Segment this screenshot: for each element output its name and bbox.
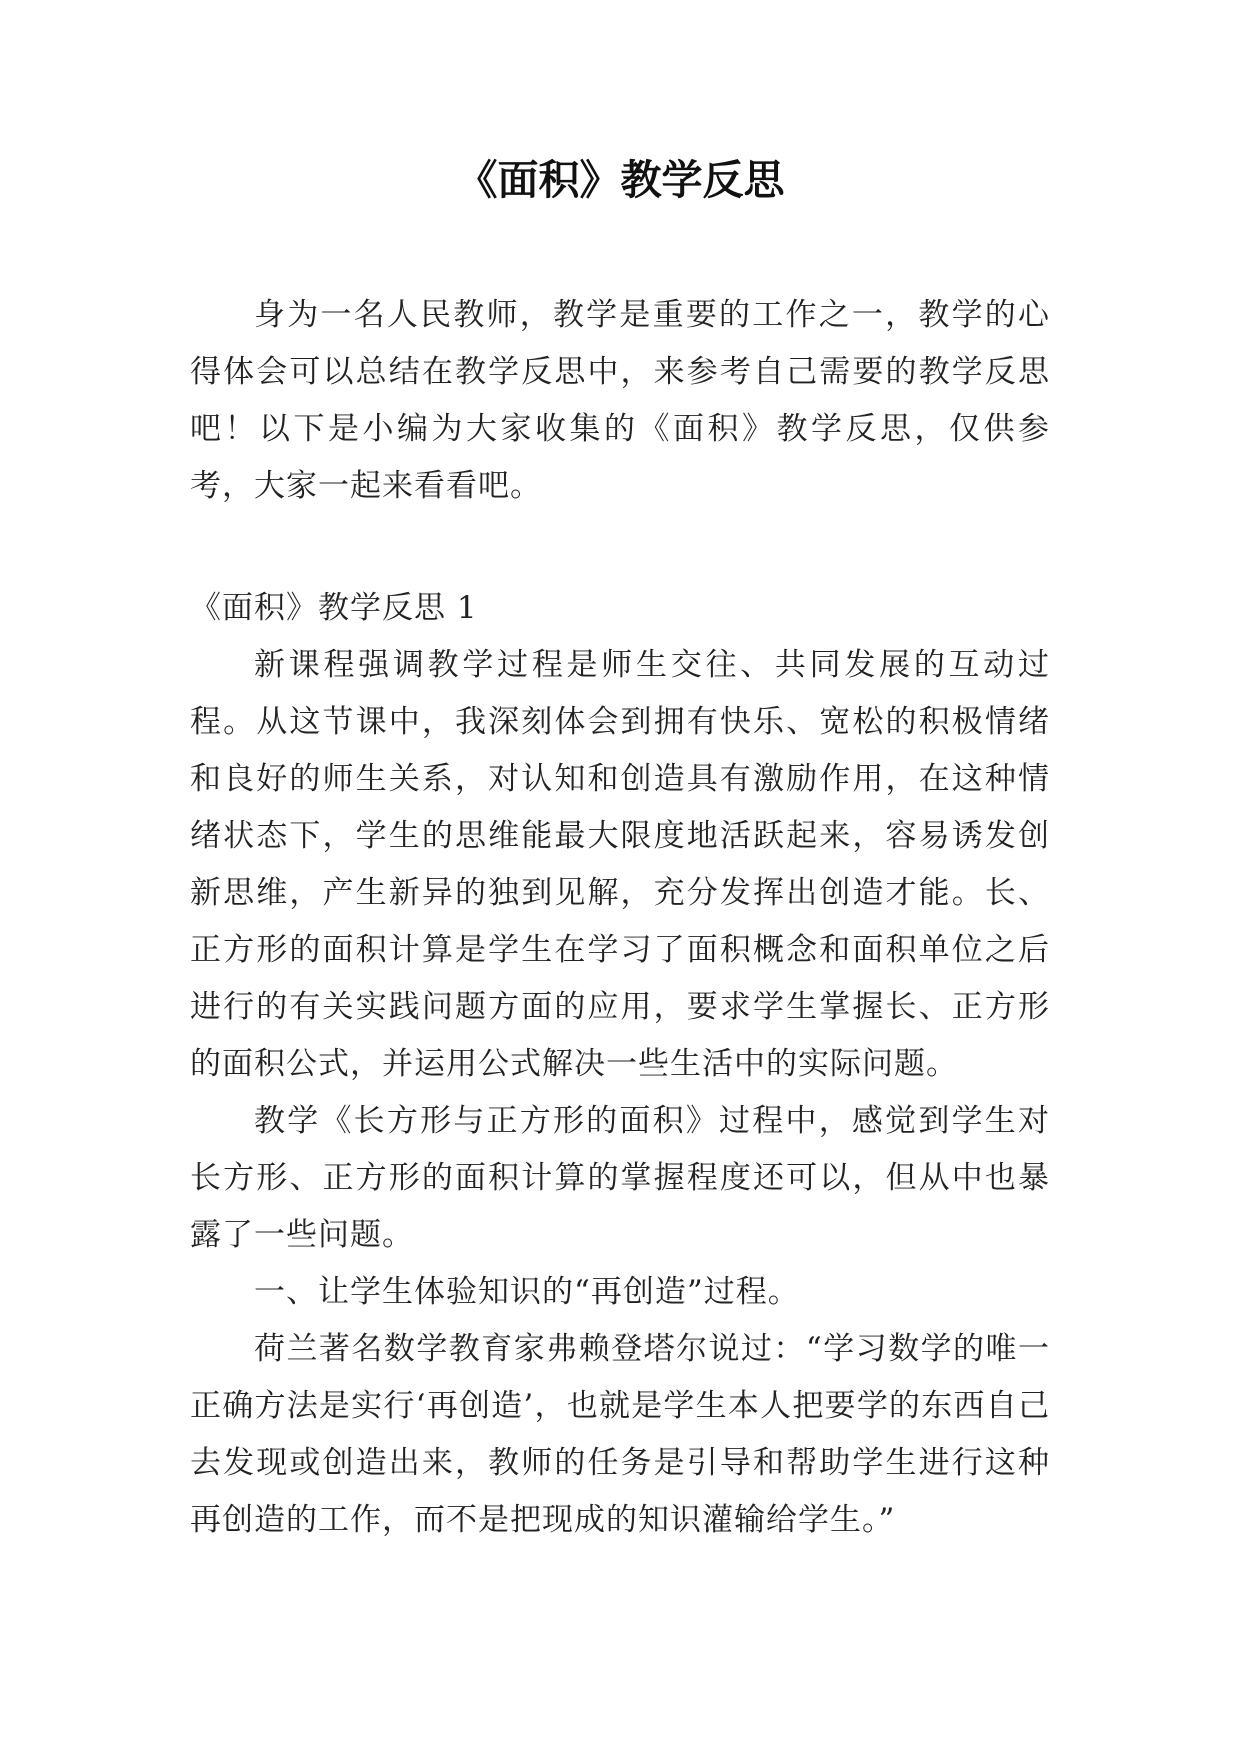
body-paragraph: 荷兰著名数学教育家弗赖登塔尔说过：“学习数学的唯一正确方法是实行‘再创造’，也就是学生本人把要学的东西自己去发现或创造出来，教师的任务是引导和帮助学生进行这种再创造的工作，而不是把现成的知识灌输给学生。” xyxy=(190,1331,1050,1538)
intro-paragraph: 身为一名人民教师，教学是重要的工作之一，教学的心得体会可以总结在教学反思中，来参考自己需要的教学反思吧！以下是小编为大家收集的《面积》教学反思，仅供参考，大家一起来看看吧。 xyxy=(190,297,1050,504)
section-heading: 《面积》教学反思 1 xyxy=(190,590,478,626)
body-paragraph: 新课程强调教学过程是师生交往、共同发展的互动过程。从这节课中，我深刻体会到拥有快乐、宽松的积极情绪和良好的师生关系，对认知和创造具有激励作用，在这种情绪状态下，学生的思维能最大限度地活跃起来，容易诱发创新思维，产生新异的独到见解，充分发挥出创造才能。长、正方形的面积计算是学生在学习了面积概念和面积单位之后进行的有关实践问题方面的应用，要求学生掌握长、正方形的面积公式，并运用公式解决一些生活中的实际问题。 xyxy=(190,647,1050,1082)
body-paragraph: 一、让学生体验知识的“再创造”过程。 xyxy=(254,1274,800,1310)
body-paragraph: 教学《长方形与正方形的面积》过程中，感觉到学生对长方形、正方形的面积计算的掌握程度还可以，但从中也暴露了一些问题。 xyxy=(190,1103,1050,1253)
section-body xyxy=(190,637,1050,1549)
document-title: 《面积》教学反思 xyxy=(456,156,785,204)
